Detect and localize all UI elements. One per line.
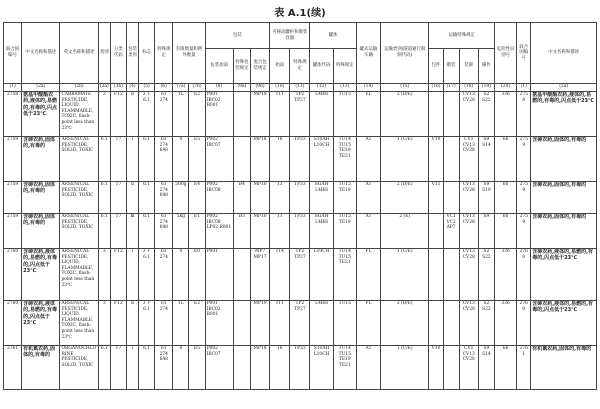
packing-group-cell: Ⅱ <box>126 92 138 137</box>
header-cn-name: 中文名称和描述 <box>22 23 60 84</box>
tank-special-cell: TP33 <box>290 346 310 390</box>
sp-loading-cell: CV13 CV28 <box>459 214 478 249</box>
packing-group-cell: Ⅰ <box>126 137 138 182</box>
header-en-name: 英文名称和描述 <box>60 23 98 84</box>
cn-name-cell: 含砷农药,液体的,易燃的,有毒的,闪点低于23℃ <box>22 301 60 346</box>
column-number: (17) <box>443 84 459 92</box>
classification-code-cell: FT2 <box>110 92 126 137</box>
sp-packages-cell <box>429 301 443 346</box>
pkg-instructions-cell: P001 IBC02 R001 <box>205 92 233 137</box>
table-row <box>4 182 597 214</box>
table-row <box>4 346 597 390</box>
un-no-right-cell: 2759 <box>517 137 531 182</box>
column-number: (8) <box>205 84 233 92</box>
transport-category-cell: 1 (C/E) <box>381 249 429 301</box>
tank-instructions-cell: T11 <box>270 92 290 137</box>
column-number: (12) <box>310 84 333 92</box>
tank-instructions-cell: T14 <box>270 249 290 301</box>
header-packaging-group: 包装 <box>205 23 270 49</box>
tank-special-cell: TP2 TP27 <box>290 249 310 301</box>
un-no-right-cell: 2760 <box>517 301 531 346</box>
limited-quantity-cell: 1L <box>173 92 189 137</box>
limited-quantity-cell: 500g <box>173 182 189 214</box>
cn-name-cell: 含砷农药,固体的,有毒的 <box>22 137 60 182</box>
dangerous-goods-table <box>3 22 597 390</box>
pkg-special-cell <box>233 301 250 346</box>
column-number: (18) <box>459 84 478 92</box>
en-name-cell: ARSENICAL PESTICIDE, LIQUID, FLAMMABLE, TOXIC, flash-point less than 23℃ <box>60 301 98 346</box>
transport-category-cell: 2 (E) <box>381 214 429 249</box>
hazard-id-cell: 66 <box>495 346 517 390</box>
class-cell: 3 <box>98 301 110 346</box>
sp-packages-cell: V10 <box>429 137 443 182</box>
header-cn-name-right: 中文名称和描述 <box>531 23 597 84</box>
cn-name-right-cell: 含砷农药,液体的,易燃的,有毒的,闪点低于23℃ <box>531 301 597 346</box>
mixed-packing-cell: MP7 MP17 <box>250 249 269 301</box>
cn-name-right-cell: 有机氯农药,固体的,有毒的 <box>531 346 597 390</box>
header-limited-quantity: 有限数量和例外数量 <box>173 23 205 84</box>
column-number: (2b) <box>60 84 98 92</box>
special-provisions-cell: 61 274 648 <box>155 214 173 249</box>
vehicle-cell: AT <box>356 182 380 214</box>
special-provisions-cell: 61 274 <box>155 92 173 137</box>
labels-cell: 6.1 <box>139 214 155 249</box>
special-provisions-cell: 61 274 648 <box>155 137 173 182</box>
pkg-special-cell <box>233 346 250 390</box>
sp-bulk-cell <box>443 182 459 214</box>
classification-code-cell: FT2 <box>110 249 126 301</box>
pkg-instructions-cell: P002 IBC08 <box>205 182 233 214</box>
hazard-id-cell: 336 <box>495 92 517 137</box>
transport-category-cell: 2 (D/E) <box>381 182 429 214</box>
mixed-packing-cell: MP19 <box>250 92 269 137</box>
cn-name-cell: 含砷农药,固体的,有毒的 <box>22 214 60 249</box>
un-no-right-cell: 2760 <box>517 249 531 301</box>
header-sp-loading: 装卸 <box>459 49 478 84</box>
sp-loading-cell: CV13 CV28 <box>459 249 478 301</box>
labels-cell: 3 + 6.1 <box>139 92 155 137</box>
sp-operation-cell: S2 S22 <box>478 301 494 346</box>
en-name-cell: CARBAMATE PESTICIDE, LIQUID, FLAMMABLE, TOXIC, flash-point less than 23℃ <box>60 92 98 137</box>
special-provisions-cell: 61 274 648 <box>155 346 173 390</box>
header-portable-tank-group: 可移动罐柜和散装容器 <box>270 23 310 49</box>
un-no-right-cell: 2759 <box>517 214 531 249</box>
header-pkg-special: 特殊包装规定 <box>233 49 250 84</box>
transport-category-cell: 2 (D/E) <box>381 92 429 137</box>
tank-special-cell: TP2 TP27 <box>290 301 310 346</box>
mixed-packing-cell: MP18 <box>250 137 269 182</box>
header-tank-instructions: 指南 <box>270 49 290 84</box>
tank-special-cell: TP33 <box>290 214 310 249</box>
class-cell: 6.1 <box>98 182 110 214</box>
transport-category-cell: 2 (D/E) <box>381 301 429 346</box>
classification-code-cell: T7 <box>110 214 126 249</box>
tank-special2-cell: TU15 <box>333 92 356 137</box>
column-number: (2a) <box>531 84 597 92</box>
sp-bulk-cell <box>443 249 459 301</box>
tank-special2-cell: TU15 TE19 <box>333 182 356 214</box>
transport-category-cell: 1 (C/E) <box>381 137 429 182</box>
sp-loading-cell: CV13 CV28 <box>459 301 478 346</box>
tank-instructions-cell: T6 <box>270 137 290 182</box>
pkg-special-cell: B4 <box>233 182 250 214</box>
excepted-quantity-cell: E2 <box>189 301 205 346</box>
vehicle-cell: AT <box>356 137 380 182</box>
column-number: (20) <box>495 84 517 92</box>
tank-special2-cell: TU14 TU15 TE19 TE21 <box>333 346 356 390</box>
header-sp-operation: 操作 <box>478 49 494 84</box>
class-cell: 6.1 <box>98 346 110 390</box>
packing-group-cell: Ⅲ <box>126 214 138 249</box>
column-number: (16) <box>429 84 443 92</box>
column-number: (10) <box>270 84 290 92</box>
table-body <box>4 92 597 390</box>
pkg-instructions-cell: P002 IBC07 <box>205 346 233 390</box>
cn-name-right-cell: 氨基甲酸酯农药,液体的,易燃的,有毒的,闪点低于23℃ <box>531 92 597 137</box>
header-special-transport-group: 运输特殊规定 <box>429 23 495 49</box>
tank-code-cell: S10AH L10CH <box>310 137 333 182</box>
un-no-right-cell: 2758 <box>517 92 531 137</box>
sp-packages-cell <box>429 249 443 301</box>
header-vehicle-for-tank: 罐式运输车辆 <box>356 23 380 84</box>
column-number: (7b) <box>189 84 205 92</box>
table-row <box>4 214 597 249</box>
transport-category-cell: 1 (C/E) <box>381 346 429 390</box>
table-row <box>4 137 597 182</box>
labels-cell: 3 + 6.1 <box>139 249 155 301</box>
sp-loading-cell: CV1 CV13 CV28 <box>459 137 478 182</box>
excepted-quantity-cell: E2 <box>189 92 205 137</box>
packing-group-cell: Ⅰ <box>126 249 138 301</box>
un-no-cell: 2759 <box>4 214 22 249</box>
header-packing-group: 包装类别 <box>126 23 138 84</box>
packing-group-cell: Ⅱ <box>126 301 138 346</box>
mixed-packing-cell: MP18 <box>250 346 269 390</box>
tank-special-cell: TP33 <box>290 182 310 214</box>
pkg-instructions-cell: P002 IBC07 <box>205 137 233 182</box>
column-number: (4) <box>126 84 138 92</box>
special-provisions-cell: 61 274 <box>155 301 173 346</box>
pkg-special-cell <box>233 137 250 182</box>
un-no-cell: 2759 <box>4 137 22 182</box>
sp-loading-cell: CV1 CV13 CV28 <box>459 346 478 390</box>
classification-code-cell: FT2 <box>110 301 126 346</box>
cn-name-right-cell: 含砷农药,固体的,有毒的 <box>531 214 597 249</box>
tank-special2-cell: TU15 TE19 <box>333 214 356 249</box>
en-name-cell: ARSENICAL PESTICIDE, SOLID, TOXIC <box>60 214 98 249</box>
limited-quantity-cell: 0 <box>173 346 189 390</box>
table-title: 表 A.1(续) <box>274 8 326 19</box>
sp-bulk-cell <box>443 301 459 346</box>
header-tank-code: 罐体代码 <box>310 49 333 84</box>
mixed-packing-cell: MP10 <box>250 182 269 214</box>
pkg-special-cell: B3 <box>233 214 250 249</box>
sp-operation-cell: S2 S22 <box>478 92 494 137</box>
table-row <box>4 92 597 137</box>
mixed-packing-cell: MP10 <box>250 214 269 249</box>
tank-instructions-cell: T1 <box>270 214 290 249</box>
un-no-cell: 2759 <box>4 182 22 214</box>
classification-code-cell: T7 <box>110 346 126 390</box>
column-number: (11) <box>290 84 310 92</box>
column-number-row <box>4 84 597 92</box>
cn-name-right-cell: 含砷农药,固体的,有毒的 <box>531 137 597 182</box>
sp-bulk-cell: VC1 VC2 AP7 <box>443 214 459 249</box>
labels-cell: 6.1 <box>139 182 155 214</box>
limited-quantity-cell: 5kg <box>173 214 189 249</box>
header-transport-category: 运输类别(隧道通行限制代码) <box>381 23 429 84</box>
pkg-instructions-cell: P001 IBC02 R001 <box>205 301 233 346</box>
cn-name-cell: 有机氯农药,固体的,有毒的 <box>22 346 60 390</box>
sp-packages-cell: V11 <box>429 182 443 214</box>
classification-code-cell: T7 <box>110 182 126 214</box>
pkg-special-cell <box>233 249 250 301</box>
header-mixed-packing: 混合包装规定 <box>250 49 269 84</box>
tank-special2-cell: TU14 TU15 TE21 <box>333 249 356 301</box>
header-class: 类别 <box>98 23 110 84</box>
class-cell: 3 <box>98 92 110 137</box>
tank-special-cell: TP33 <box>290 137 310 182</box>
class-cell: 6.1 <box>98 214 110 249</box>
vehicle-cell: AT <box>356 346 380 390</box>
vehicle-cell: FL <box>356 301 380 346</box>
column-number: (6) <box>155 84 173 92</box>
tank-instructions-cell: T11 <box>270 301 290 346</box>
class-cell: 6.1 <box>98 137 110 182</box>
header-tank-special: 特殊规定 <box>290 49 310 84</box>
class-cell: 3 <box>98 249 110 301</box>
en-name-cell: ARSENICAL PESTICIDE, SOLID, TOXIC <box>60 182 98 214</box>
labels-cell: 6.1 <box>139 346 155 390</box>
header-sp-bulk: 散装 <box>443 49 459 84</box>
header-special-provisions: 特殊规定 <box>155 23 173 84</box>
sp-operation-cell: S9 S14 <box>478 137 494 182</box>
special-provisions-cell: 61 274 <box>155 249 173 301</box>
un-no-cell: 2760 <box>4 301 22 346</box>
labels-cell: 6.1 <box>139 137 155 182</box>
cn-name-cell: 含砷农药,液体的,易燃的,有毒的,闪点低于23℃ <box>22 249 60 301</box>
tank-instructions-cell: T3 <box>270 182 290 214</box>
column-number: (3a) <box>98 84 110 92</box>
cn-name-cell: 氨基甲酸酯农药,液体的,易燃的,有毒的,闪点低于23℃ <box>22 92 60 137</box>
un-no-cell: 2758 <box>4 92 22 137</box>
limited-quantity-cell: 1L <box>173 301 189 346</box>
header-hazard-id: 危险性识别号 <box>495 23 517 84</box>
sp-operation-cell: S9 <box>478 214 494 249</box>
excepted-quantity-cell: E1 <box>189 214 205 249</box>
un-no-right-cell: 2761 <box>517 346 531 390</box>
table-row <box>4 301 597 346</box>
tank-code-cell: L10CH <box>310 249 333 301</box>
labels-cell: 3 + 6.1 <box>139 301 155 346</box>
sp-loading-cell: CV13 CV28 <box>459 182 478 214</box>
packing-group-cell: Ⅰ <box>126 346 138 390</box>
tank-special2-cell: TU14 TU15 TE19 TE21 <box>333 137 356 182</box>
sp-operation-cell: S9 S14 <box>478 346 494 390</box>
tank-special2-cell: TU15 <box>333 301 356 346</box>
column-number: (15) <box>381 84 429 92</box>
cn-name-right-cell: 含砷农药,固体的,有毒的 <box>531 182 597 214</box>
sp-bulk-cell <box>443 346 459 390</box>
tank-special-cell: TP2 TP27 <box>290 92 310 137</box>
classification-code-cell: T7 <box>110 137 126 182</box>
sp-loading-cell: CV13 CV28 <box>459 92 478 137</box>
header-classification-code: 分类代码 <box>110 23 126 84</box>
mixed-packing-cell: MP19 <box>250 301 269 346</box>
column-number: (9a) <box>233 84 250 92</box>
hazard-id-cell: 60 <box>495 182 517 214</box>
hazard-id-cell: 66 <box>495 137 517 182</box>
header-tank-special2: 特殊规定 <box>333 49 356 84</box>
sp-packages-cell <box>429 92 443 137</box>
tank-code-cell: L4BH <box>310 92 333 137</box>
column-number: (9b) <box>250 84 269 92</box>
column-number: (19) <box>478 84 494 92</box>
vehicle-cell: FL <box>356 92 380 137</box>
excepted-quantity-cell: E0 <box>189 249 205 301</box>
en-name-cell: ORGANOCHLORINE PESTICIDE, SOLID, TOXIC <box>60 346 98 390</box>
excepted-quantity-cell: E4 <box>189 182 205 214</box>
tank-code-cell: SGAH L4BH <box>310 182 333 214</box>
tank-code-cell: L4BH <box>310 301 333 346</box>
pkg-instructions-cell: P002 IBC08 LP02 R001 <box>205 214 233 249</box>
un-no-cell: 2760 <box>4 249 22 301</box>
column-number: (13) <box>333 84 356 92</box>
cn-name-right-cell: 含砷农药,液体的,易燃的,有毒的,闪点低于23℃ <box>531 249 597 301</box>
column-number: (3b) <box>110 84 126 92</box>
pkg-special-cell <box>233 92 250 137</box>
sp-operation-cell: S2 S22 <box>478 249 494 301</box>
column-number: (1) <box>517 84 531 92</box>
special-provisions-cell: 61 274 648 <box>155 182 173 214</box>
hazard-id-cell: 336 <box>495 301 517 346</box>
header-pkg-instructions: 包装指南 <box>205 49 233 84</box>
tank-code-cell: S10AH L10CH <box>310 346 333 390</box>
header-sp-packages: 包件 <box>429 49 443 84</box>
column-number: (14) <box>356 84 380 92</box>
sp-operation-cell: S9 S19 <box>478 182 494 214</box>
hazard-id-cell: 336 <box>495 249 517 301</box>
hazard-id-cell: 60 <box>495 214 517 249</box>
excepted-quantity-cell: E5 <box>189 137 205 182</box>
vehicle-cell: FL <box>356 249 380 301</box>
header-un-no: 联合国编号 <box>4 23 22 84</box>
sp-packages-cell <box>429 214 443 249</box>
header-un-no-right: 联合国编号 <box>517 23 531 84</box>
sp-bulk-cell <box>443 137 459 182</box>
pkg-instructions-cell: P001 <box>205 249 233 301</box>
header-tank-group: 罐体 <box>310 23 356 49</box>
vehicle-cell: AT <box>356 214 380 249</box>
limited-quantity-cell: 0 <box>173 249 189 301</box>
sp-bulk-cell <box>443 92 459 137</box>
packing-group-cell: Ⅱ <box>126 182 138 214</box>
cn-name-cell: 含砷农药,固体的,有毒的 <box>22 182 60 214</box>
limited-quantity-cell: 0 <box>173 137 189 182</box>
sp-packages-cell: V10 <box>429 346 443 390</box>
column-number: (7a) <box>173 84 189 92</box>
header-labels: 标志 <box>139 23 155 84</box>
column-number: (5) <box>139 84 155 92</box>
table-row <box>4 249 597 301</box>
un-no-right-cell: 2759 <box>517 182 531 214</box>
un-no-cell: 2761 <box>4 346 22 390</box>
column-number: (2a) <box>22 84 60 92</box>
tank-instructions-cell: T6 <box>270 346 290 390</box>
column-number: (1) <box>4 84 22 92</box>
excepted-quantity-cell: E5 <box>189 346 205 390</box>
en-name-cell: ARSENICAL PESTICIDE, LIQUID, FLAMMABLE, TOXIC, flash-point less than 23℃ <box>60 249 98 301</box>
tank-code-cell: SGAH L4BH <box>310 214 333 249</box>
en-name-cell: ARSENICAL PESTICIDE, SOLID, TOXIC <box>60 137 98 182</box>
